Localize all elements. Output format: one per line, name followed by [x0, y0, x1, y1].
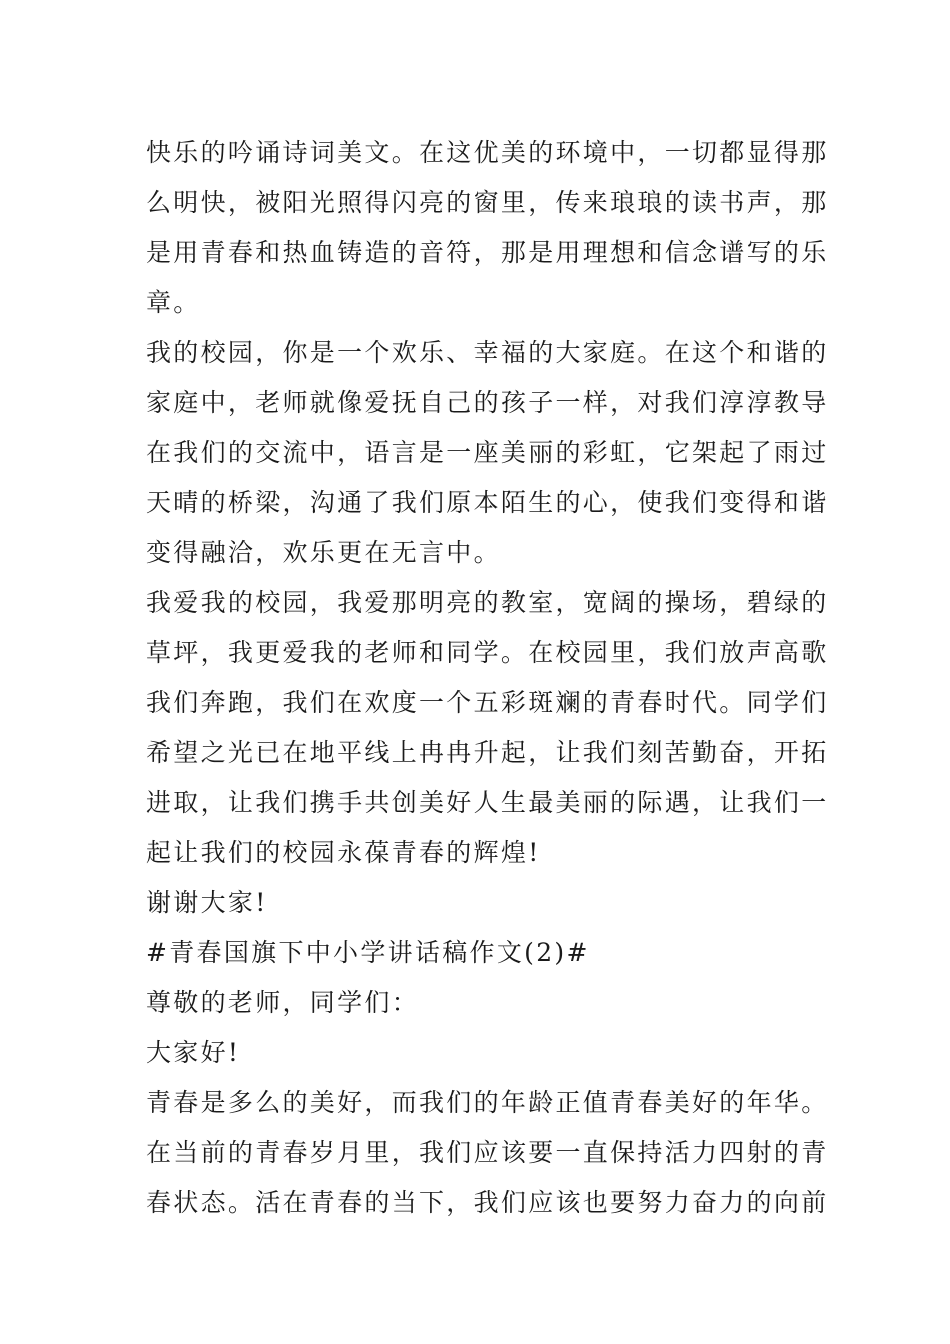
text-line: 春状态。活在青春的当下，我们应该也要努力奋力的向前	[146, 1188, 829, 1217]
salutation-line: 尊敬的老师，同学们：	[146, 988, 420, 1017]
text-line: 在当前的青春岁月里，我们应该要一直保持活力四射的青	[146, 1138, 829, 1167]
text-line: 草坪，我更爱我的老师和同学。在校园里，我们放声高歌	[146, 638, 829, 667]
text-line: 进取，让我们携手共创美好人生最美丽的际遇，让我们一	[146, 788, 829, 817]
closing-line: 谢谢大家!	[146, 888, 268, 917]
text-line: 青春是多么的美好，而我们的年龄正值青春美好的年华。	[146, 1088, 829, 1117]
document-body	[146, 128, 829, 1228]
text-line: 么明快，被阳光照得闪亮的窗里，传来琅琅的读书声，那	[146, 188, 829, 217]
text-line: 起让我们的校园永葆青春的辉煌!	[146, 838, 541, 867]
text-line: 我们奔跑，我们在欢度一个五彩斑斓的青春时代。同学们	[146, 688, 829, 717]
text-line: 章。	[146, 288, 201, 317]
section-heading: #青春国旗下中小学讲话稿作文(2)#	[146, 938, 590, 967]
text-line: 我爱我的校园，我爱那明亮的教室，宽阔的操场，碧绿的	[146, 588, 829, 617]
greeting-line: 大家好!	[146, 1038, 241, 1067]
text-line: 天晴的桥梁，沟通了我们原本陌生的心，使我们变得和谐	[146, 488, 829, 517]
text-line: 变得融洽，欢乐更在无言中。	[146, 538, 501, 567]
text-line: 我的校园，你是一个欢乐、幸福的大家庭。在这个和谐的	[146, 338, 829, 367]
text-line: 快乐的吟诵诗词美文。在这优美的环境中，一切都显得那	[146, 138, 829, 167]
text-line: 在我们的交流中，语言是一座美丽的彩虹，它架起了雨过	[146, 438, 829, 467]
text-line: 家庭中，老师就像爱抚自己的孩子一样，对我们淳淳教导	[146, 388, 829, 417]
text-line: 希望之光已在地平线上冉冉升起，让我们刻苦勤奋，开拓	[146, 738, 829, 767]
text-line: 是用青春和热血铸造的音符，那是用理想和信念谱写的乐	[146, 238, 829, 267]
